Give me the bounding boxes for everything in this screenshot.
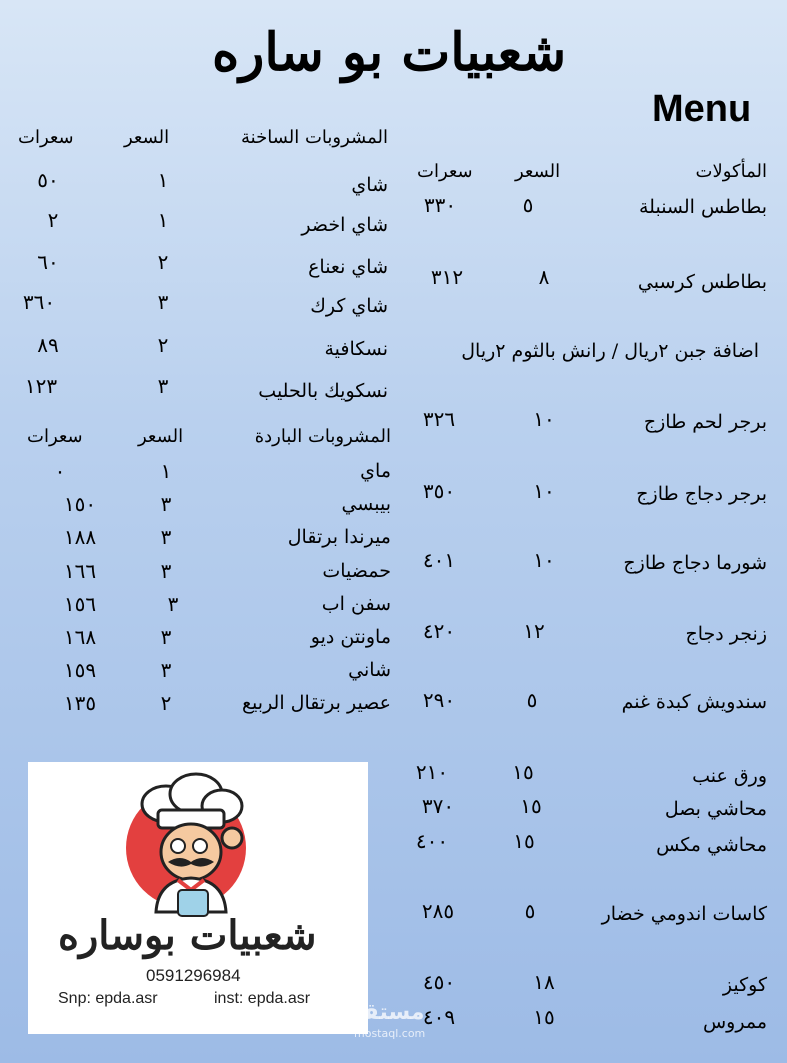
cold-item: عصير برتقال الربيع <box>241 692 391 714</box>
cold-cal: ١٨٨ <box>63 525 97 549</box>
food-header-item: المأكولات <box>695 161 767 182</box>
food-item: محاشي مكس <box>656 834 767 856</box>
food-item: بطاطس السنبلة <box>638 196 767 218</box>
food-cal: ٤٠٠ <box>415 829 449 853</box>
food-item: كاسات اندومي خضار <box>601 903 767 925</box>
food-item: بطاطس كرسبي <box>637 271 767 293</box>
logo-card <box>28 762 368 1034</box>
hot-cal: ٣٦٠ <box>22 290 56 314</box>
food-price: ١٠ <box>533 548 555 572</box>
food-price: ١٨ <box>533 970 555 994</box>
cold-price: ١ <box>160 459 172 483</box>
food-cal: ٣٣٠ <box>423 193 457 217</box>
food-cal: ٤٥٠ <box>422 970 456 994</box>
food-cal: ٣١٢ <box>430 265 464 289</box>
food-price: ١٢ <box>523 619 545 643</box>
food-cal: ٢٩٠ <box>422 688 456 712</box>
cold-item: شاني <box>348 659 391 681</box>
cold-price: ٣ <box>160 625 172 649</box>
cold-item: بيبسي <box>341 493 391 515</box>
food-item: ورق عنب <box>692 765 767 787</box>
menu-heading: Menu <box>652 88 752 130</box>
food-item: كوكيز <box>722 974 767 996</box>
cold-price: ٢ <box>160 691 172 715</box>
hot-item: شاي نعناع <box>308 256 388 278</box>
hot-cal: ٦٠ <box>37 250 59 274</box>
logo-phone: 0591296984 <box>146 966 241 985</box>
hot-item: شاي كرك <box>310 295 388 317</box>
cold-cal: ١٣٥ <box>63 691 97 715</box>
cold-header-price: السعر <box>138 426 184 447</box>
food-cal: ٢١٠ <box>415 760 449 784</box>
cold-header-item: المشروبات الباردة <box>254 426 391 447</box>
food-cal: ٣٢٦ <box>422 407 456 431</box>
cold-price: ٣ <box>160 525 172 549</box>
cold-cal: ١٦٨ <box>63 625 97 649</box>
cold-item: ماونتن ديو <box>310 626 391 648</box>
food-price: ٥ <box>524 899 536 923</box>
food-cal: ٤٢٠ <box>422 619 456 643</box>
watermark-en: mostaql.com <box>354 1027 426 1040</box>
food-price: ٨ <box>538 265 550 289</box>
hot-item: نسكويك بالحليب <box>258 380 388 402</box>
hot-cal: ٥٠ <box>37 168 59 192</box>
hot-header-cal: سعرات <box>18 127 74 148</box>
hot-cal: ١٢٣ <box>24 374 58 398</box>
cold-cal: ٠ <box>54 459 66 483</box>
page-title: شعبيات بو ساره <box>212 22 567 83</box>
cold-item: حمضيات <box>322 560 391 582</box>
cold-cal: ١٥٦ <box>63 592 97 616</box>
food-price: ١٥ <box>512 760 534 784</box>
logo-snap: Snp: epda.asr <box>58 990 158 1007</box>
hot-cal: ٢ <box>47 208 59 232</box>
food-addon: اضافة جبن ٢ريال / رانش بالثوم ٢ريال <box>461 340 759 362</box>
food-cal: ٣٧٠ <box>421 794 455 818</box>
hot-header-price: السعر <box>124 127 170 148</box>
food-cal: ٣٥٠ <box>422 479 456 503</box>
food-item: شورما دجاج طازج <box>623 552 767 574</box>
food-price: ١٠ <box>533 479 555 503</box>
food-price: ١٥ <box>513 829 535 853</box>
hot-price: ٢ <box>157 333 169 357</box>
food-cal: ٤٠١ <box>422 548 456 572</box>
food-header-price: السعر <box>515 161 561 182</box>
cold-cal: ١٦٦ <box>63 559 97 583</box>
hot-price: ٣ <box>157 290 169 314</box>
cold-item: سفن اب <box>321 593 391 615</box>
hot-price: ١ <box>157 208 169 232</box>
food-cal: ٢٨٥ <box>421 899 455 923</box>
cold-item: ميرندا برتقال <box>287 526 391 548</box>
food-price: ١٥ <box>520 794 542 818</box>
hot-cal: ٨٩ <box>37 333 59 357</box>
hot-item: شاي اخضر <box>301 214 388 236</box>
hot-header-item: المشروبات الساخنة <box>241 127 388 148</box>
food-item: ممروس <box>702 1011 767 1033</box>
cold-cal: ١٥٠ <box>63 492 97 516</box>
cold-price: ٣ <box>167 592 179 616</box>
food-item: برجر لحم طازج <box>643 411 767 433</box>
food-item: سندويش كبدة غنم <box>621 691 767 713</box>
cold-cal: ١٥٩ <box>63 658 97 682</box>
food-item: برجر دجاج طازج <box>636 483 767 505</box>
food-item: زنجر دجاج <box>685 623 767 645</box>
hot-price: ٣ <box>157 374 169 398</box>
cold-price: ٣ <box>160 559 172 583</box>
watermark-ar: مستقل <box>344 1000 425 1025</box>
food-price: ٥ <box>526 688 538 712</box>
cold-price: ٣ <box>160 492 172 516</box>
logo-name: شعبيات بوساره <box>58 912 317 959</box>
food-item: محاشي بصل <box>664 798 767 820</box>
food-header-cal: سعرات <box>417 161 473 182</box>
food-price: ١٥ <box>533 1005 555 1029</box>
hot-price: ١ <box>157 168 169 192</box>
hot-price: ٢ <box>157 250 169 274</box>
cold-header-cal: سعرات <box>27 426 83 447</box>
logo-insta: inst: epda.asr <box>214 990 311 1007</box>
food-cal: ٤٠٩ <box>422 1005 456 1029</box>
hot-item: نسكافية <box>324 338 388 360</box>
cold-item: ماي <box>360 460 391 482</box>
hot-item: شاي <box>351 174 388 196</box>
food-price: ١٠ <box>533 407 555 431</box>
food-price: ٥ <box>522 193 534 217</box>
cold-price: ٣ <box>160 658 172 682</box>
